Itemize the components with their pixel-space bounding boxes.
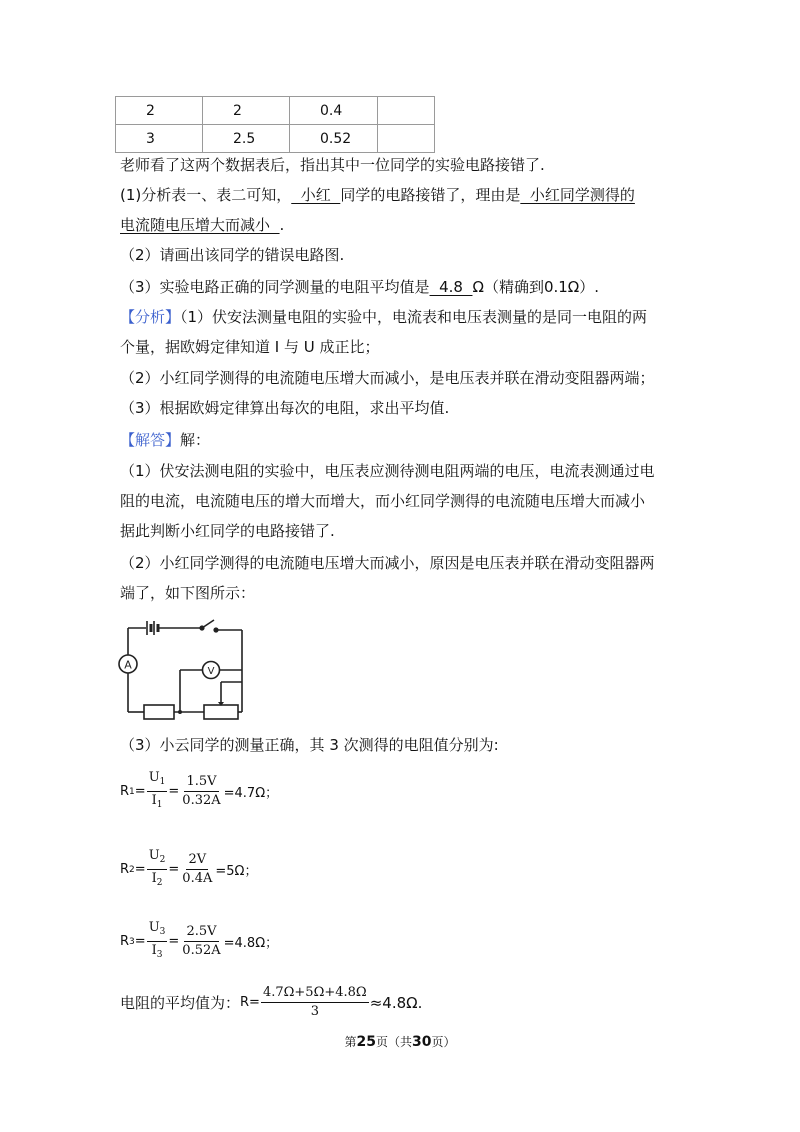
question-1-line-1 xyxy=(120,185,635,205)
table-cell: 2 xyxy=(203,97,290,125)
q1-end: . xyxy=(279,216,285,234)
solution-3: （3）小云同学的测量正确，其 3 次测得的电阻值分别为: xyxy=(120,736,499,754)
question-3 xyxy=(120,277,599,297)
numerator: U xyxy=(148,848,160,863)
solution-2-line-1: （2）小红同学测得的电流随电压增大而减小，原因是电压表并联在滑动变阻器两 xyxy=(120,554,655,572)
table-cell xyxy=(378,125,435,153)
denominator: 0.32A xyxy=(182,793,221,808)
data-table xyxy=(115,96,435,153)
voltmeter-icon xyxy=(203,662,220,679)
formula-r3: R 3 = $\frac{U_3}{I_3}$ = $\frac{2.5V}{0.52A}$ =4.8Ω； xyxy=(120,920,278,963)
circuit-diagram xyxy=(118,612,248,722)
ammeter-label: A xyxy=(124,658,132,672)
numerator: 2.5V xyxy=(184,924,218,942)
formula-lhs: R xyxy=(120,934,130,949)
table-row xyxy=(116,125,435,153)
solution-1-line-2: 阻的电流，电流随电压的增大而增大，而小红同学测得的电流随电压增大而减小 xyxy=(120,492,646,510)
table-cell xyxy=(378,97,435,125)
table-row xyxy=(116,97,435,125)
voltmeter-label: V xyxy=(207,666,215,677)
solution-1-line-3: 据此判断小红同学的电路接错了. xyxy=(120,522,335,540)
q1-text-a: (1)分析表一、表二可知， xyxy=(120,186,292,204)
solution-2-line-2: 端了，如下图所示： xyxy=(120,584,256,602)
battery-icon xyxy=(147,621,158,635)
average-label: 电阻的平均值为： xyxy=(120,994,241,1012)
fraction xyxy=(261,985,369,1020)
fraction xyxy=(180,852,214,887)
formula-lhs: R xyxy=(120,862,130,877)
formula-result: =4.7Ω； xyxy=(223,786,279,801)
question-2: （2）请画出该同学的错误电路图. xyxy=(120,246,345,264)
denominator: 3 xyxy=(310,1004,319,1019)
numerator-sub: 1 xyxy=(159,777,166,787)
numerator-sub: 2 xyxy=(159,855,166,865)
formula-average xyxy=(120,985,422,1020)
analysis-text-1a: （1）伏安法测量电阻的实验中，电流表和电压表测量的是同一电阻的两 xyxy=(180,308,648,326)
numerator: 2V xyxy=(186,852,208,870)
analysis-line-2: 个量，据欧姆定律知道 I 与 U 成正比； xyxy=(120,338,380,356)
denominator-sub: 1 xyxy=(156,800,163,810)
formula-r1: R 1 = $\frac{U_1}{I_1}$ = $\frac{1.5V}{0.32A}$ =4.7Ω； xyxy=(120,770,278,813)
analysis-tag: 【分析】 xyxy=(120,308,181,326)
q1-answer-1: 小红 xyxy=(291,186,341,204)
denominator: 0.52A xyxy=(182,943,221,958)
question-1-line-2 xyxy=(120,215,284,235)
fraction xyxy=(147,848,168,891)
formula-lhs-sub: 2 xyxy=(129,864,135,875)
denominator: 0.4A xyxy=(182,871,213,886)
fraction xyxy=(147,770,168,813)
analysis-line-1 xyxy=(120,307,647,327)
fraction xyxy=(180,924,222,959)
average-result: ≈4.8Ω. xyxy=(369,993,423,1012)
fraction xyxy=(180,774,222,809)
footer-suffix: 页） xyxy=(431,1035,456,1049)
footer-prefix: 第 xyxy=(344,1035,357,1049)
page-footer xyxy=(0,1033,800,1050)
table-cell: 2 xyxy=(116,97,203,125)
q1-answer-2b: 电流随电压增大而减小 xyxy=(120,216,280,234)
table-cell: 2.5 xyxy=(203,125,290,153)
solution-1-line-1: （1）伏安法测电阻的实验中，电压表应测待测电阻两端的电压，电流表测通过电 xyxy=(120,462,655,480)
formula-result: =5Ω； xyxy=(215,864,258,879)
average-lhs: R= xyxy=(240,995,260,1010)
solution-tag: 【解答】 xyxy=(120,431,181,449)
q1-answer-2a: 小红同学测得的 xyxy=(520,186,635,204)
analysis-line-4: （3）根据欧姆定律算出每次的电阻，求出平均值. xyxy=(120,399,450,417)
denominator-sub: 3 xyxy=(156,950,163,960)
junction-dot xyxy=(178,710,182,714)
rheostat-icon xyxy=(204,705,238,719)
switch-icon xyxy=(200,620,218,632)
solution-header xyxy=(120,430,210,450)
page-number: 25 xyxy=(356,1034,376,1050)
numerator-sub: 3 xyxy=(159,927,166,937)
q3-answer: 4.8 xyxy=(429,278,473,296)
fraction xyxy=(147,920,168,963)
q3-text-b: Ω（精确到0.1Ω）. xyxy=(472,278,600,296)
formula-r2: R 2 = $\frac{U_2}{I_2}$ = $\frac{2V}{0.4A}$ =5Ω； xyxy=(120,848,257,891)
formula-result: =4.8Ω； xyxy=(223,936,279,951)
numerator: 1.5V xyxy=(184,774,218,792)
ammeter-icon xyxy=(119,655,137,673)
table-cell: 0.52 xyxy=(290,125,378,153)
table-cell: 0.4 xyxy=(290,97,378,125)
numerator: U xyxy=(148,770,160,785)
formula-lhs: R xyxy=(120,784,130,799)
table-cell: 3 xyxy=(116,125,203,153)
resistor-icon xyxy=(144,705,174,719)
denominator: I xyxy=(151,871,157,886)
numerator: 4.7Ω+5Ω+4.8Ω xyxy=(261,985,369,1003)
q3-text-a: （3）实验电路正确的同学测量的电阻平均值是 xyxy=(120,278,430,296)
denominator: I xyxy=(151,793,157,808)
denominator-sub: 2 xyxy=(156,878,163,888)
intro-text: 老师看了这两个数据表后，指出其中一位同学的实验电路接错了. xyxy=(120,156,545,174)
footer-middle: 页（共 xyxy=(375,1035,412,1049)
numerator: U xyxy=(148,920,160,935)
denominator: I xyxy=(151,943,157,958)
formula-lhs-sub: 1 xyxy=(129,786,135,797)
formula-lhs-sub: 3 xyxy=(129,936,135,947)
q1-text-b: 同学的电路接错了，理由是 xyxy=(340,186,521,204)
solution-suffix: 解： xyxy=(180,431,211,449)
analysis-line-3: （2）小红同学测得的电流随电压增大而减小，是电压表并联在滑动变阻器两端； xyxy=(120,369,655,387)
total-pages: 30 xyxy=(412,1034,432,1050)
